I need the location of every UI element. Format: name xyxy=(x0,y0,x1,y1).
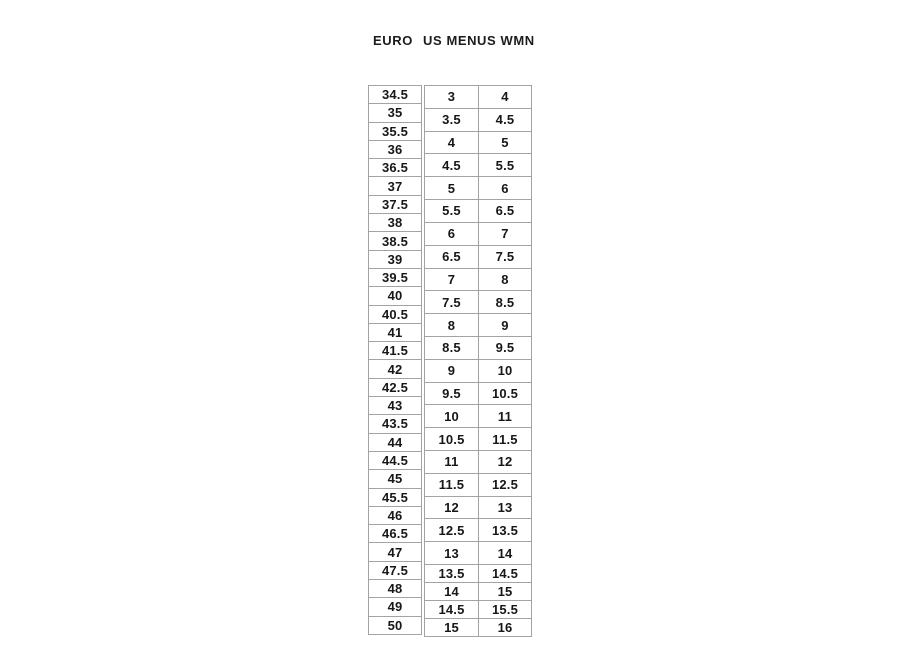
euro-size-cell: 46 xyxy=(387,507,403,523)
table-row xyxy=(425,86,531,108)
table-row xyxy=(425,176,531,199)
table-row xyxy=(369,176,421,194)
table-row xyxy=(425,541,531,564)
euro-size-cell: 45 xyxy=(387,471,403,487)
euro-size-cell: 39 xyxy=(387,251,403,267)
us-women-size-cell: 5.5 xyxy=(478,154,531,176)
table-row xyxy=(369,323,421,341)
us-women-size-cell: 9.5 xyxy=(478,337,531,359)
us-women-size-cell: 4.5 xyxy=(478,109,531,131)
us-men-size-cell: 9 xyxy=(447,363,456,379)
us-size-table xyxy=(424,85,532,637)
us-women-size-cell: 16 xyxy=(478,619,531,636)
euro-size-cell: 36.5 xyxy=(381,160,409,176)
euro-size-cell: 35 xyxy=(387,105,403,121)
table-row xyxy=(425,618,531,636)
table-row xyxy=(369,542,421,560)
table-row xyxy=(369,231,421,249)
table-row xyxy=(369,378,421,396)
us-women-size-cell: 7.5 xyxy=(478,246,531,268)
table-row xyxy=(425,427,531,450)
euro-size-cell: 40 xyxy=(387,288,403,304)
euro-size-cell: 42 xyxy=(387,361,403,377)
euro-size-cell: 38.5 xyxy=(381,233,409,249)
us-men-size-cell: 12 xyxy=(444,500,459,516)
table-row xyxy=(369,286,421,304)
us-women-size-cell: 8.5 xyxy=(478,291,531,313)
euro-size-cell: 37.5 xyxy=(381,196,409,212)
euro-size-cell: 40.5 xyxy=(381,306,409,322)
us-women-size-cell: 7 xyxy=(478,223,531,245)
euro-size-cell: 46.5 xyxy=(381,526,409,542)
table-row xyxy=(425,313,531,336)
table-row xyxy=(369,469,421,487)
table-row xyxy=(425,473,531,496)
us-men-size-cell: 10 xyxy=(444,408,459,424)
euro-size-cell: 44 xyxy=(387,434,403,450)
us-men-size-cell: 3 xyxy=(447,89,456,105)
euro-size-cell: 43 xyxy=(387,398,403,414)
table-row xyxy=(369,359,421,377)
us-men-size-cell: 8 xyxy=(447,317,456,333)
table-row xyxy=(425,496,531,519)
table-row xyxy=(369,213,421,231)
euro-size-cell: 42.5 xyxy=(381,379,409,395)
table-row xyxy=(425,153,531,176)
us-men-size-cell: 14 xyxy=(444,584,459,600)
us-men-size-cell: 6 xyxy=(447,226,456,242)
table-row xyxy=(425,518,531,541)
euro-size-cell: 41 xyxy=(387,325,403,340)
table-row xyxy=(369,122,421,140)
table-row xyxy=(425,450,531,473)
table-row xyxy=(425,564,531,582)
table-row xyxy=(369,597,421,615)
euro-size-cell: 39.5 xyxy=(381,270,409,286)
euro-size-cell: 36 xyxy=(387,142,403,158)
us-women-size-cell: 6.5 xyxy=(478,200,531,222)
us-men-size-cell: 15 xyxy=(444,620,459,636)
euro-size-cell: 49 xyxy=(387,599,403,615)
table-row xyxy=(425,222,531,245)
us-women-size-cell: 15.5 xyxy=(478,601,531,618)
table-row xyxy=(425,199,531,222)
euro-size-table xyxy=(368,85,422,635)
table-row xyxy=(369,616,421,634)
table-row xyxy=(425,245,531,268)
us-men-size-cell: 11 xyxy=(444,454,459,470)
us-women-size-cell: 15 xyxy=(478,583,531,600)
euro-size-cell: 50 xyxy=(387,617,403,633)
table-row xyxy=(369,268,421,286)
table-row xyxy=(425,336,531,359)
table-row xyxy=(369,86,421,103)
table-row xyxy=(369,341,421,359)
us-women-size-cell: 13 xyxy=(478,497,531,519)
us-women-size-cell: 10 xyxy=(478,360,531,382)
euro-size-cell: 48 xyxy=(387,581,403,597)
table-row xyxy=(425,359,531,382)
table-row xyxy=(425,600,531,618)
column-header-euro: EURO xyxy=(373,33,413,48)
table-row xyxy=(369,250,421,268)
us-men-size-cell: 14.5 xyxy=(438,602,465,618)
us-women-size-cell: 8 xyxy=(478,269,531,291)
euro-size-cell: 43.5 xyxy=(381,416,409,432)
us-women-size-cell: 4 xyxy=(478,86,531,108)
column-header-us-women: US WMN xyxy=(477,33,535,48)
table-row xyxy=(369,506,421,524)
table-row xyxy=(425,108,531,131)
us-women-size-cell: 10.5 xyxy=(478,383,531,405)
table-row xyxy=(369,305,421,323)
table-row xyxy=(369,103,421,121)
us-women-size-cell: 5 xyxy=(478,132,531,154)
us-women-size-cell: 6 xyxy=(478,177,531,199)
us-men-size-cell: 3.5 xyxy=(442,112,461,128)
table-row xyxy=(369,524,421,542)
table-row xyxy=(369,140,421,158)
table-row xyxy=(369,561,421,579)
us-men-size-cell: 4 xyxy=(447,135,456,151)
us-men-size-cell: 9.5 xyxy=(442,385,461,401)
us-men-size-cell: 12.5 xyxy=(438,522,465,538)
euro-size-cell: 45.5 xyxy=(381,489,409,505)
euro-size-cell: 47.5 xyxy=(381,562,409,578)
us-men-size-cell: 13.5 xyxy=(438,566,465,582)
table-row xyxy=(369,158,421,176)
euro-size-cell: 34.5 xyxy=(381,87,409,103)
table-row xyxy=(369,195,421,213)
us-women-size-cell: 12.5 xyxy=(478,474,531,496)
us-women-size-cell: 11.5 xyxy=(478,428,531,450)
table-row xyxy=(369,488,421,506)
table-row xyxy=(369,433,421,451)
euro-size-cell: 37 xyxy=(387,178,403,194)
euro-size-cell: 38 xyxy=(387,215,403,231)
us-men-size-cell: 7.5 xyxy=(442,294,461,310)
us-women-size-cell: 11 xyxy=(478,405,531,427)
us-men-size-cell: 6.5 xyxy=(442,249,461,265)
table-row xyxy=(369,579,421,597)
us-men-size-cell: 13 xyxy=(444,545,459,561)
euro-size-cell: 41.5 xyxy=(381,343,409,359)
us-women-size-cell: 14.5 xyxy=(478,565,531,582)
euro-size-cell: 35.5 xyxy=(381,123,409,139)
table-row xyxy=(369,451,421,469)
euro-size-cell: 44.5 xyxy=(381,453,409,469)
us-women-size-cell: 9 xyxy=(478,314,531,336)
us-women-size-cell: 12 xyxy=(478,451,531,473)
table-row xyxy=(425,268,531,291)
table-row xyxy=(425,382,531,405)
table-row xyxy=(425,582,531,600)
us-women-size-cell: 13.5 xyxy=(478,519,531,541)
us-men-size-cell: 8.5 xyxy=(442,340,461,356)
us-men-size-cell: 4.5 xyxy=(442,157,461,173)
us-men-size-cell: 5 xyxy=(447,180,456,196)
table-row xyxy=(425,131,531,154)
table-row xyxy=(369,414,421,432)
column-header-us-men: US MEN xyxy=(423,33,478,48)
table-row xyxy=(425,290,531,313)
us-men-size-cell: 7 xyxy=(447,271,456,287)
euro-size-cell: 47 xyxy=(387,544,403,560)
us-men-size-cell: 11.5 xyxy=(438,477,465,493)
us-men-size-cell: 10.5 xyxy=(438,431,465,447)
us-women-size-cell: 14 xyxy=(478,542,531,564)
us-men-size-cell: 5.5 xyxy=(442,203,461,219)
table-row xyxy=(425,404,531,427)
table-row xyxy=(369,396,421,414)
